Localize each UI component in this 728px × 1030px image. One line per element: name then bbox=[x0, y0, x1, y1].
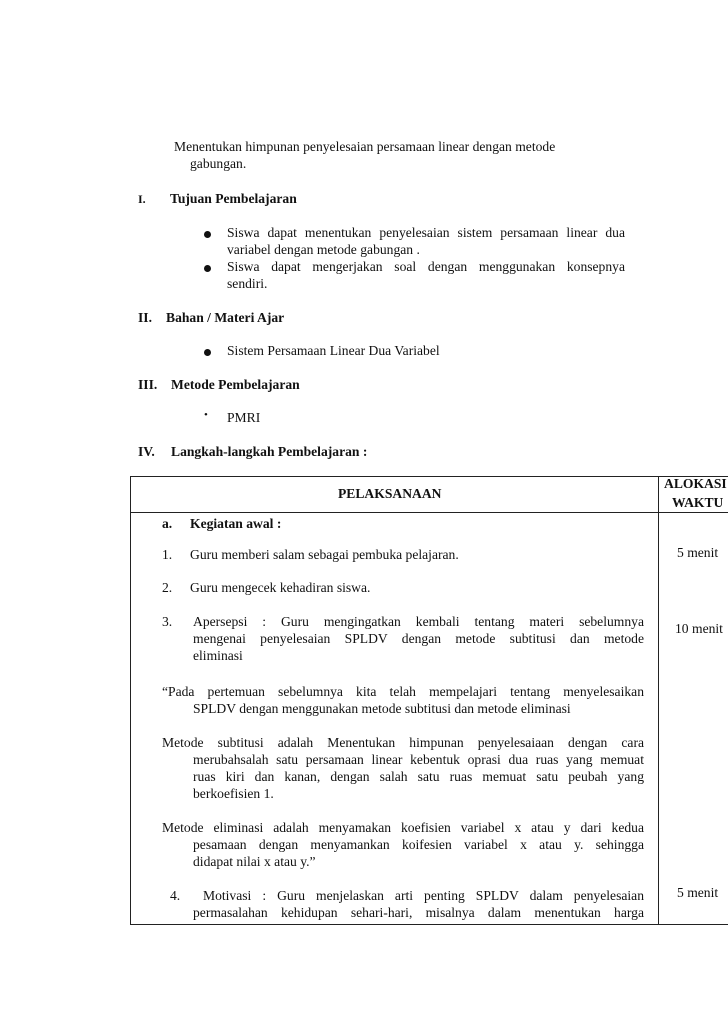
section-a-label: a. bbox=[162, 516, 173, 531]
header-pelaksanaan: PELAKSANAAN bbox=[338, 486, 442, 501]
section-1-number: I. bbox=[138, 192, 146, 206]
objective-1-line-1: Siswa dapat menentukan penyelesaian sistem persamaan linear dua bbox=[227, 225, 625, 240]
section-2-title: Bahan / Materi Ajar bbox=[166, 310, 285, 325]
header-waktu: WAKTU bbox=[672, 495, 724, 510]
step-4-line-1: Motivasi : Guru menjelaskan arti penting SPLDV dalam penyelesaian bbox=[203, 888, 644, 903]
bullet-icon: • bbox=[204, 409, 208, 421]
section-3-title: Metode Pembelajaran bbox=[171, 377, 300, 392]
table-column-divider bbox=[658, 476, 659, 925]
section-2-number: II. bbox=[138, 310, 152, 325]
table-header-divider bbox=[130, 512, 728, 513]
step-2-text: Guru mengecek kehadiran siswa. bbox=[190, 580, 371, 595]
section-3-number: III. bbox=[138, 377, 158, 392]
step-1-text: Guru memberi salam sebagai pembuka pelajaran. bbox=[190, 547, 459, 562]
intro-line-2: gabungan. bbox=[190, 156, 247, 171]
step-4-number: 4. bbox=[170, 888, 181, 903]
table-left-border bbox=[130, 476, 131, 925]
objective-2-line-1: Siswa dapat mengerjakan soal dengan menggunakan konsepnya bbox=[227, 259, 625, 274]
eliminasi-line-3: didapat nilai x atau y.” bbox=[193, 854, 316, 869]
method-item: PMRI bbox=[227, 410, 261, 425]
eliminasi-line-2: pesamaan dengan menyamankan koifesien variabel x atau y. sehingga bbox=[193, 837, 644, 852]
step-4-line-2: permasalahan kehidupan sehari-hari, misalnya dalam menentukan harga bbox=[193, 905, 644, 920]
section-4-title: Langkah-langkah Pembelajaran : bbox=[171, 444, 368, 459]
table-top-border bbox=[130, 476, 728, 477]
step-4-time: 5 menit bbox=[677, 885, 719, 900]
material-item: Sistem Persamaan Linear Dua Variabel bbox=[227, 343, 440, 358]
bullet-icon bbox=[204, 231, 211, 238]
step-1-number: 1. bbox=[162, 547, 173, 562]
step-3-time: 10 menit bbox=[675, 621, 723, 636]
bullet-icon bbox=[204, 265, 211, 272]
step-3-line-2: mengenai penyelesaian SPLDV dengan metode subtitusi dan metode bbox=[193, 631, 644, 646]
bullet-icon bbox=[204, 349, 211, 356]
section-1-title: Tujuan Pembelajaran bbox=[170, 191, 297, 206]
eliminasi-line-1: Metode eliminasi adalah menyamakan koefisien variabel x atau y dari kedua bbox=[162, 820, 644, 835]
section-a-title: Kegiatan awal : bbox=[190, 516, 282, 531]
step-3-line-1: Apersepsi : Guru mengingatkan kembali tentang materi sebelumnya bbox=[193, 614, 644, 629]
step-3-number: 3. bbox=[162, 614, 173, 629]
step-1-time: 5 menit bbox=[677, 545, 719, 560]
quote-line-2: SPLDV dengan menggunakan metode subtitusi dan metode eliminasi bbox=[193, 701, 571, 716]
subtitusi-line-3: ruas kiri dan kanan, dengan salah satu ruas memuat satu peubah yang bbox=[193, 769, 644, 784]
step-3-line-3: eliminasi bbox=[193, 648, 243, 663]
quote-line-1: “Pada pertemuan sebelumnya kita telah mempelajari tentang menyelesaikan bbox=[162, 684, 644, 699]
intro-line-1: Menentukan himpunan penyelesaian persamaan linear dengan metode bbox=[174, 139, 556, 154]
header-alokasi: ALOKASI bbox=[664, 476, 727, 491]
subtitusi-line-2: merubahsalah satu persamaan linear kebentuk oprasi dua ruas yang memuat bbox=[193, 752, 644, 767]
subtitusi-line-4: berkoefisien 1. bbox=[193, 786, 274, 801]
objective-1-line-2: variabel dengan metode gabungan . bbox=[227, 242, 420, 257]
step-2-number: 2. bbox=[162, 580, 173, 595]
section-4-number: IV. bbox=[138, 444, 155, 459]
objective-2-line-2: sendiri. bbox=[227, 276, 268, 291]
subtitusi-line-1: Metode subtitusi adalah Menentukan himpunan penyelesaiaan dengan cara bbox=[162, 735, 644, 750]
table-bottom-border bbox=[130, 924, 728, 925]
